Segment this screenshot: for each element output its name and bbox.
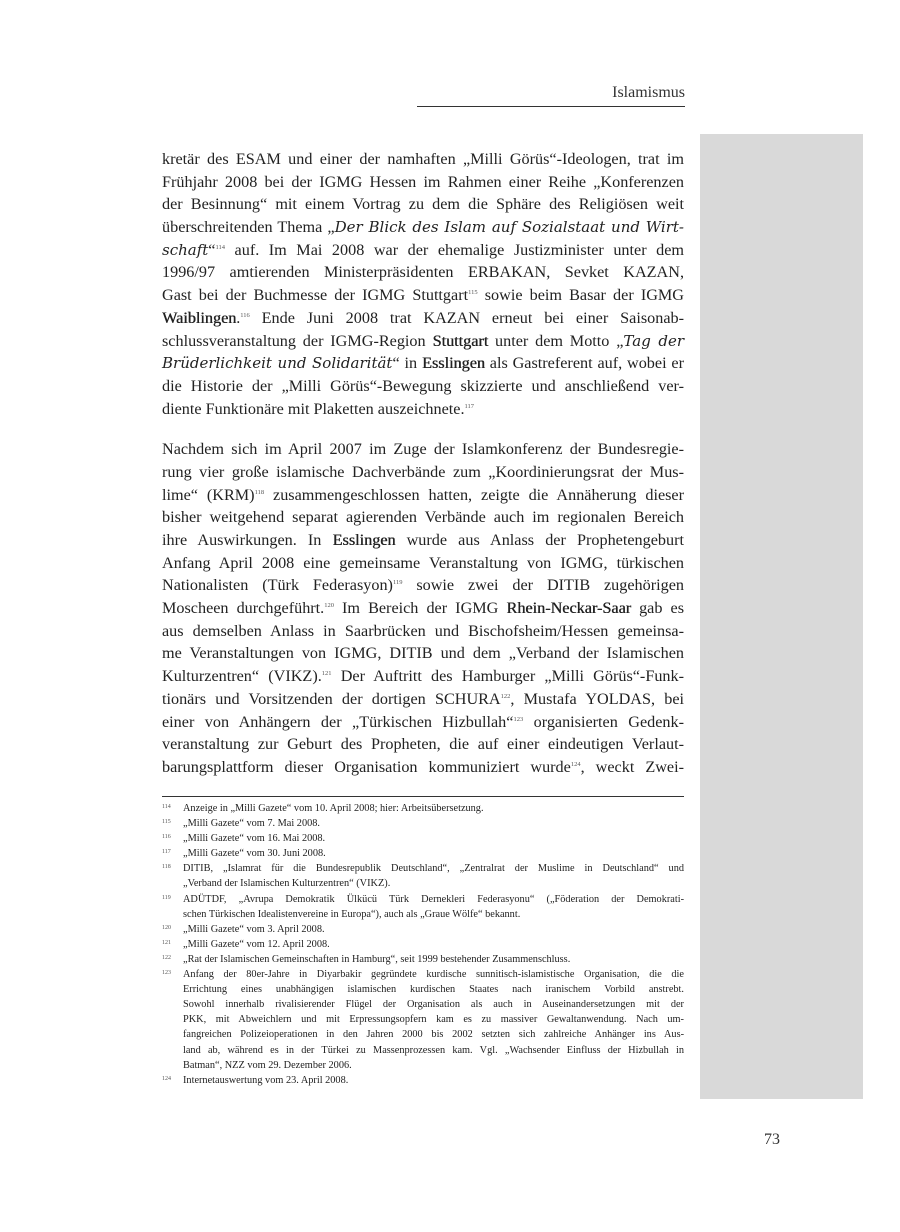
footnote-ref: 120 — [324, 602, 334, 610]
place-name: Esslingen — [421, 354, 485, 373]
footnote-line: „Milli Gazete“ vom 16. Mai 2008. — [183, 833, 326, 845]
footnote-line: „Milli Gazete“ vom 3. April 2008. — [183, 923, 325, 935]
text-line: me Veranstaltungen von IGMG, DITIB und dem „Verband der Islamischen — [162, 644, 684, 663]
footnote-line: land ab, während es in der Türkei zu Massenprozessen kam. Vgl. „Wachsender Einfluss der Hizbullah in — [183, 1044, 684, 1056]
footnote — [162, 801, 684, 816]
text-line: Anfang April 2008 eine gemeinsame Veranstaltung von IGMG, türkischen — [162, 553, 684, 572]
footnote-line: Anzeige in „Milli Gazete“ vom 10. April 2008; hier: Arbeitsübersetzung. — [183, 803, 484, 814]
text-line: tionärs und Vorsitzenden der dortigen SCHURA$^{122}$, Mustafa YOLDAS, bei — [162, 689, 685, 708]
footnote — [162, 892, 684, 922]
text-line: schlussveranstaltung der IGMG-Region Stuttgart unter dem Motto „Tag der — [162, 331, 684, 350]
text-line: einer von Anhängern der „Türkischen Hizbullah“$^{123}$ organisierten Gedenk- — [162, 712, 684, 731]
text-line: rung vier große islamische Dachverbände zum „Koordinierungsrat der Mus- — [162, 462, 684, 481]
footnote-text — [183, 1073, 684, 1088]
footnote-text — [183, 892, 684, 922]
paragraph-2 — [162, 438, 684, 778]
text-line: lime“ (KRM)$^{118}$ zusammengeschlossen hatten, zeigte die Annäherung dieser — [162, 485, 684, 504]
footnote-ref: 115 — [468, 289, 478, 297]
footnote-text — [183, 952, 684, 967]
footnote-ref: 119 — [392, 579, 403, 587]
footnote-line: Anfang der 80er-Jahre in Diyarbakir gegründete kurdische sunnitisch-islamistische Organisation, die die — [183, 969, 684, 981]
footnotes — [162, 801, 684, 1088]
place-name: Rhein-Neckar-Saar — [506, 599, 632, 618]
footnote-line: fangreichen Polizeioperationen in den Jahren 2000 bis 2002 setzten sich zahlreiche Anhänger ins Aus- — [183, 1029, 684, 1041]
footnote-line: „Milli Gazete“ vom 12. April 2008. — [183, 938, 330, 950]
footnote-text — [183, 801, 684, 816]
footnote — [162, 952, 684, 967]
footnote-ref: 118 — [254, 488, 265, 496]
footnote-ref: 122 — [500, 692, 511, 700]
footnote-number: 122 — [162, 954, 171, 961]
page-number: 73 — [764, 1131, 780, 1148]
footnote-ref: 114 — [215, 243, 225, 251]
text-line: 1996/97 amtierenden Ministerpräsidenten ERBAKAN, Sevket KAZAN, — [162, 263, 684, 282]
text-line: bisher weitgehend separat agierenden Verbände auch im regionalen Bereich — [162, 508, 684, 527]
text-line: Frühjahr 2008 bei der IGMG Hessen im Rahmen einer Reihe „Konferenzen — [162, 172, 684, 191]
footnote-ref: 117 — [464, 402, 475, 410]
running-header: Islamismus — [612, 84, 685, 101]
footnote-number: 119 — [162, 894, 171, 901]
footnote-line: schen Türkischen Idealistenvereine in Europa“), auch als „Graue Wölfe“ bekannt. — [183, 908, 521, 920]
footnote-line: Internetauswertung vom 23. April 2008. — [183, 1074, 349, 1086]
footnote-text — [183, 846, 684, 861]
text-line: Moscheen durchgeführt.$^{120}$ Im Bereich der IGMG Rhein-Neckar-Saar gab es — [162, 599, 684, 618]
footnote-text — [183, 922, 684, 937]
footnote-line: „Rat der Islamischen Gemeinschaften in Hamburg“, seit 1999 bestehender Zusammenschluss. — [183, 953, 571, 965]
footnote-ref: 124 — [570, 760, 581, 768]
text-line: Brüderlichkeit und Solidarität“ in Esslingen als Gastreferent auf, wobei er — [162, 354, 685, 373]
paragraph-1 — [162, 148, 684, 420]
footnote — [162, 831, 684, 846]
footnote-line: „Milli Gazete“ vom 30. Juni 2008. — [183, 848, 326, 860]
footnote-line: Errichtung eines unabhängigen islamischen kurdischen Staates nach iranischem Vorbild anstrebt. — [183, 984, 684, 996]
footnote-line: DITIB, „Islamrat für die Bundesrepublik Deutschland“, „Zentralrat der Muslime in Deutschland“ und — [183, 863, 684, 875]
footnote-rule — [162, 796, 684, 797]
text-line: aus demselben Anlass in Saarbrücken und Bischofsheim/Hessen gemeinsa- — [162, 621, 684, 640]
footnote-text — [183, 937, 684, 952]
body-text — [162, 148, 684, 779]
footnote-ref: 123 — [513, 715, 524, 723]
text-line: veranstaltung zur Geburt des Propheten, die auf einer eindeutigen Verlaut- — [162, 735, 684, 754]
footnote-number: 115 — [162, 819, 171, 826]
footnote-text — [183, 861, 684, 891]
footnote-text — [183, 967, 684, 1073]
footnote — [162, 967, 684, 1073]
text-line: kretär des ESAM und einer der namhaften „Milli Görüs“-Ideologen, trat im — [162, 150, 684, 168]
place-name: Esslingen — [332, 531, 396, 549]
footnote-ref: 121 — [321, 670, 332, 678]
text-line: Nationalisten (Türk Federasyon)$^{119}$ sowie zwei der DITIB zugehörigen — [162, 576, 684, 595]
footnote-text — [183, 816, 684, 831]
footnote-number: 116 — [162, 834, 171, 841]
text-line: Kulturzentren“ (VIKZ).$^{121}$ Der Auftritt des Hamburger „Milli Görüs“-Funk- — [162, 667, 684, 686]
footnote-number: 121 — [162, 939, 171, 946]
footnote-number: 117 — [162, 849, 171, 856]
footnote-number: 114 — [162, 804, 171, 810]
footnote-line: Sowohl innerhalb rivalisierender Flügel der Organisation als auch in Auseinandersetzungen mit der — [183, 999, 684, 1011]
footnote-number: 123 — [162, 970, 171, 977]
text-line: ihre Auswirkungen. In Esslingen wurde aus Anlass der Prophetengeburt — [162, 531, 684, 549]
footnote-text — [183, 831, 684, 846]
text-line: schaft“$^{114}$ auf. Im Mai 2008 war der ehemalige Justizminister unter dem — [162, 240, 684, 259]
text-line: Nachdem sich im April 2007 im Zuge der Islamkonferenz der Bundesregie- — [162, 440, 684, 459]
footnote-line: Batman“, NZZ vom 29. Dezember 2006. — [183, 1059, 352, 1071]
text-line: diente Funktionäre mit Plaketten auszeichnete.$^{117}$ — [162, 399, 475, 418]
footnote — [162, 1073, 684, 1088]
footnote — [162, 816, 684, 831]
place-name: Waiblingen — [162, 308, 237, 327]
footnote — [162, 922, 684, 937]
footnote-ref: 116 — [240, 311, 250, 319]
footnote-line: „Verband der Islamischen Kulturzentren“ (VIKZ). — [183, 878, 391, 890]
margin-sidebar — [700, 134, 863, 1099]
footnote-line: ADÜTDF, „Avrupa Demokratik Ülkücü Türk Dernekleri Federasyonu“ („Föderation der Demokrati- — [183, 893, 684, 905]
text-line: der Besinnung“ mit einem Vortrag zu dem die Sphäre des Religiösen weit — [162, 195, 684, 214]
header-rule — [417, 106, 685, 107]
footnote-line: PKK, mit Abweichlern und mit Erpressungsopfern kam es zu massiver Gewaltanwendung. Nach um- — [183, 1014, 684, 1026]
footnote-number: 120 — [162, 924, 171, 931]
place-name: Stuttgart — [432, 331, 489, 350]
footnote-number: 124 — [162, 1075, 171, 1082]
footnote — [162, 846, 684, 861]
footnote-line: „Milli Gazete“ vom 7. Mai 2008. — [183, 818, 320, 830]
footnote — [162, 937, 684, 952]
text-line: die Historie der „Milli Görüs“-Bewegung skizzierte und anschließend ver- — [162, 376, 684, 395]
footnote — [162, 861, 684, 891]
text-line: überschreitenden Thema „Der Blick des Islam auf Sozialstaat und Wirt- — [162, 218, 684, 237]
footnote-number: 118 — [162, 864, 171, 871]
text-line: Waiblingen.$^{116}$ Ende Juni 2008 trat KAZAN erneut bei einer Saisonab- — [162, 308, 684, 327]
text-line: barungsplattform dieser Organisation kommuniziert wurde$^{124}$, weckt Zwei- — [162, 757, 684, 776]
text-line: Gast bei der Buchmesse der IGMG Stuttgart$^{115}$ sowie beim Basar der IGMG — [162, 286, 685, 305]
